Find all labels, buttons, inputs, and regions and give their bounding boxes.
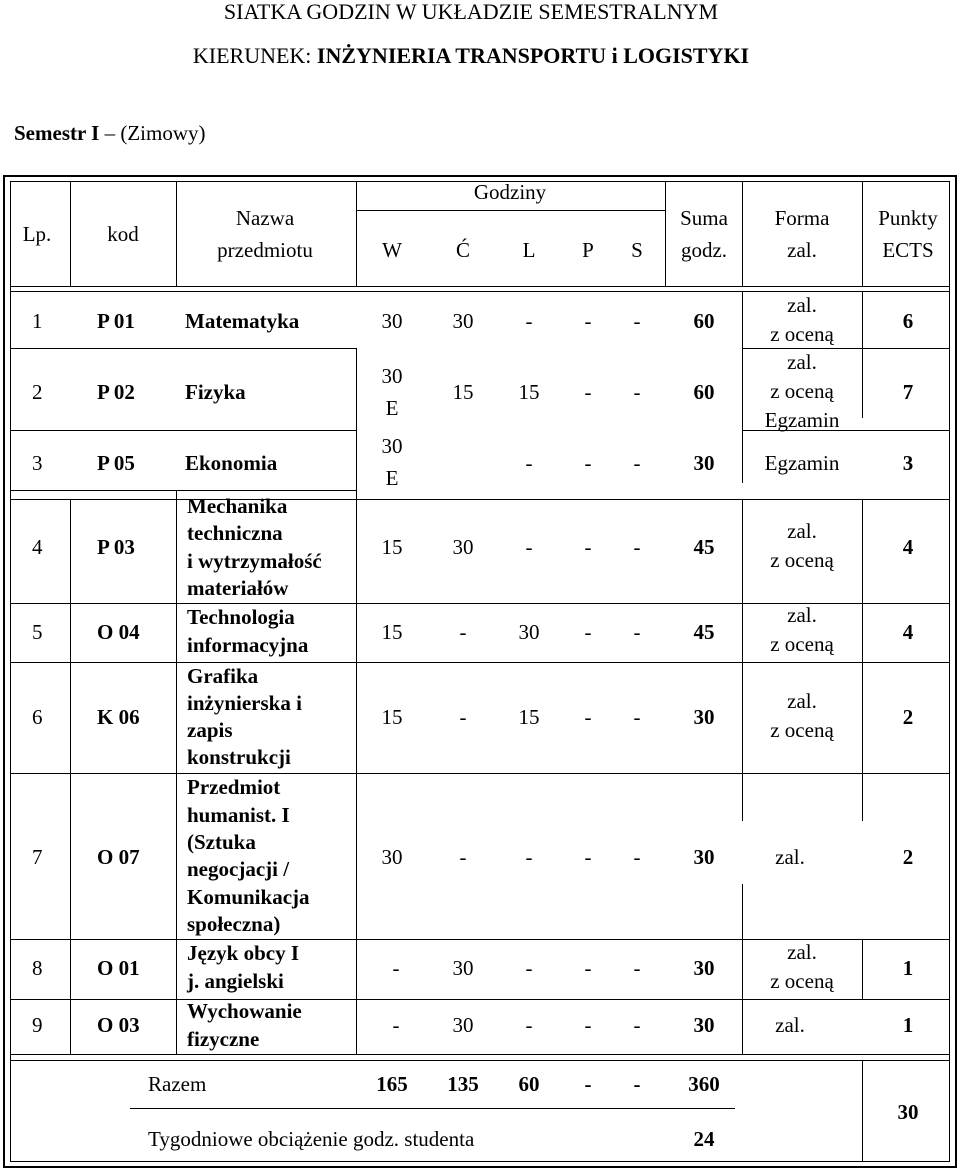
- row-w-1: 30: [381, 364, 403, 388]
- row-lp: 8: [32, 956, 43, 980]
- row-forma: zal.: [775, 845, 805, 869]
- row-lp: 1: [32, 309, 43, 333]
- frame-left: [10, 181, 11, 1162]
- row-name-4: materiałów: [187, 576, 289, 600]
- row-p: -: [584, 309, 592, 333]
- row-w-1: 30: [381, 434, 403, 458]
- col-kod-header: kod: [107, 222, 139, 246]
- row-w: 30: [381, 309, 403, 333]
- row-ects: 1: [902, 956, 914, 980]
- row-name-2: inżynierska i: [187, 691, 302, 715]
- row-forma-1: zal.: [787, 940, 817, 964]
- row-suma: 30: [693, 705, 715, 729]
- row-w: -: [392, 956, 400, 980]
- razem-p: -: [584, 1072, 592, 1096]
- row-l: 15: [518, 705, 540, 729]
- row-sep-6: [10, 773, 950, 774]
- row-c: 30: [452, 1013, 474, 1037]
- row-forma: zal.: [775, 1013, 805, 1037]
- row-s: -: [633, 309, 641, 333]
- body-top: [10, 291, 950, 292]
- row-sep-5: [10, 662, 950, 663]
- col-forma-header-2: zal.: [787, 238, 817, 262]
- row-kod: O 03: [97, 1013, 140, 1037]
- col-ects-header-1: Punkty: [878, 206, 938, 230]
- row-s: -: [633, 380, 641, 404]
- row-forma-2: z oceną: [770, 379, 834, 403]
- row-forma-1: zal.: [787, 689, 817, 713]
- row-l: -: [525, 1013, 533, 1037]
- row-suma: 30: [693, 1013, 715, 1037]
- row-p: -: [584, 1013, 592, 1037]
- row-s: -: [633, 1013, 641, 1037]
- row-sep-1b: [742, 348, 949, 349]
- row-s: -: [633, 535, 641, 559]
- hdr-sep-3: [356, 181, 357, 286]
- semester-season: – (Zimowy): [99, 121, 206, 145]
- row-forma-2: z oceną: [770, 548, 834, 572]
- row-name-1: Mechanika: [187, 494, 288, 518]
- body-sep-name: [356, 490, 357, 1054]
- col-s-header: S: [631, 238, 643, 262]
- hdr-sep-1: [70, 181, 71, 286]
- table-border-top: [3, 175, 957, 177]
- hdr-sep-5: [742, 181, 743, 286]
- row-p: -: [584, 705, 592, 729]
- row-kod: K 06: [97, 705, 140, 729]
- row-kod: P 05: [97, 451, 135, 475]
- hdr-godziny-line: [356, 210, 666, 211]
- row-forma: Egzamin: [764, 451, 840, 475]
- row-ects: 4: [902, 620, 914, 644]
- total-ects: 30: [897, 1100, 919, 1124]
- row-name-6: społeczna): [187, 912, 281, 936]
- frame-right: [949, 181, 950, 1162]
- row-p: -: [633, 451, 641, 475]
- row-c: 30: [452, 535, 474, 559]
- row-suma: 30: [693, 845, 715, 869]
- row-kod: O 04: [97, 620, 140, 644]
- row-s: -: [633, 620, 641, 644]
- razem-label: Razem: [148, 1072, 207, 1096]
- row-p: -: [584, 620, 592, 644]
- row-name: Ekonomia: [185, 451, 278, 475]
- row-c: 30: [452, 956, 474, 980]
- row-suma: 45: [693, 620, 715, 644]
- program-name: INŻYNIERIA TRANSPORTU i LOGISTYKI: [316, 43, 750, 68]
- razem-w: 165: [376, 1072, 408, 1096]
- row-c: -: [525, 451, 533, 475]
- col-forma-header-1: Forma: [774, 206, 830, 230]
- row-forma-2: z oceną: [770, 632, 834, 656]
- col-name-header-2: przedmiotu: [217, 238, 313, 262]
- semester-number: Semestr I: [14, 121, 100, 145]
- row-suma: 60: [693, 380, 715, 404]
- body-sep-forma-upper: [742, 291, 743, 483]
- row-sep-9: [10, 1054, 950, 1055]
- razem-c: 135: [447, 1072, 479, 1096]
- body-sep-lp: [70, 499, 71, 1054]
- row-w: 30: [381, 845, 403, 869]
- row-ects: 3: [902, 451, 914, 475]
- col-name-header-1: Nazwa: [235, 206, 295, 230]
- row-lp: 4: [32, 535, 43, 559]
- row-name-3: zapis: [187, 718, 233, 742]
- row-kod: P 03: [97, 535, 135, 559]
- row-l: -: [584, 451, 592, 475]
- row-name-5: Komunikacja: [187, 885, 310, 909]
- row-l: -: [525, 535, 533, 559]
- row-forma-1: zal.: [787, 293, 817, 317]
- row-name-1: Język obcy I: [187, 941, 299, 965]
- razem-suma: 360: [688, 1072, 720, 1096]
- weekly-load-label: Tygodniowe obciążenie godz. studenta: [148, 1127, 475, 1151]
- row-lp: 7: [32, 845, 43, 869]
- row-kod: O 07: [97, 845, 140, 869]
- row-ects: 2: [902, 705, 914, 729]
- row-w: 15: [381, 535, 403, 559]
- row-ects: 1: [902, 1013, 914, 1037]
- row-suma: 30: [693, 956, 715, 980]
- row-w: 15: [381, 620, 403, 644]
- hdr-sep-4: [665, 181, 666, 286]
- body-sep-name-upper: [356, 348, 357, 490]
- col-suma-header-2: godz.: [680, 238, 728, 262]
- row-name-2: j. angielski: [187, 969, 284, 993]
- page-title: SIATKA GODZIN W UKŁADZIE SEMESTRALNYM: [223, 0, 719, 24]
- row-name-1: Przedmiot: [187, 775, 281, 799]
- row-ects: 6: [902, 309, 914, 333]
- row-forma-2: z oceną: [770, 322, 834, 346]
- row-w-2: E: [385, 396, 399, 420]
- summary-top: [10, 1060, 950, 1061]
- row-forma-3: Egzamin: [764, 408, 840, 432]
- row-l: 15: [518, 380, 540, 404]
- row-w-2: E: [385, 466, 399, 490]
- row-p: -: [584, 845, 592, 869]
- row-s: -: [633, 956, 641, 980]
- row-ects: 7: [902, 380, 914, 404]
- row-name-2: informacyjna: [187, 633, 309, 657]
- program-prefix: KIERUNEK:: [192, 43, 317, 68]
- row-p: -: [584, 535, 592, 559]
- row-ects: 4: [902, 535, 914, 559]
- col-w-header: W: [382, 238, 402, 262]
- frame-bottom: [10, 1161, 950, 1162]
- row-lp: 3: [32, 451, 43, 475]
- col-l-header: L: [522, 238, 536, 262]
- row-suma: 60: [693, 309, 715, 333]
- row-kod: P 02: [97, 380, 135, 404]
- summary-sep: [862, 1060, 863, 1161]
- row-name-2: fizyczne: [187, 1027, 260, 1051]
- body-sep-forma-lower: [742, 884, 743, 1054]
- row-sep-3b: [10, 499, 950, 500]
- row-c: 30: [452, 309, 474, 333]
- row-lp: 5: [32, 620, 43, 644]
- row-sep-3: [10, 490, 356, 491]
- row-name-1: Grafika: [187, 664, 259, 688]
- col-ects-header-2: ECTS: [882, 238, 934, 262]
- body-sep-ects-upper: [862, 291, 863, 418]
- row-s: -: [633, 705, 641, 729]
- row-l: -: [525, 309, 533, 333]
- hdr-bottom: [10, 286, 950, 287]
- col-c-header: Ć: [455, 238, 471, 262]
- row-sep-1: [10, 348, 356, 349]
- row-name-3: i wytrzymałość: [187, 549, 322, 573]
- row-suma: 45: [693, 535, 715, 559]
- row-forma-1: zal.: [787, 603, 817, 627]
- row-l: -: [525, 956, 533, 980]
- row-name-2: techniczna: [187, 521, 283, 545]
- row-c: 15: [452, 380, 474, 404]
- row-w: -: [392, 1013, 400, 1037]
- row-name-2: humanist. I: [187, 803, 290, 827]
- col-lp-header: Lp.: [22, 222, 52, 246]
- row-w: 15: [381, 705, 403, 729]
- row-name: Fizyka: [185, 380, 246, 404]
- row-lp: 9: [32, 1013, 43, 1037]
- row-lp: 6: [32, 705, 43, 729]
- row-kod: O 01: [97, 956, 140, 980]
- col-godziny-header: Godziny: [473, 180, 547, 204]
- row-kod: P 01: [97, 309, 135, 333]
- row-c: -: [459, 620, 467, 644]
- table-border-right: [955, 175, 957, 1168]
- row-p: -: [584, 380, 592, 404]
- row-name: Matematyka: [185, 309, 300, 333]
- weekly-load-value: 24: [693, 1127, 715, 1151]
- row-forma-1: zal.: [787, 519, 817, 543]
- hdr-sep-2: [176, 181, 177, 286]
- hdr-sep-6: [862, 181, 863, 286]
- row-sep-8: [10, 999, 950, 1000]
- row-name-3: (Sztuka: [187, 830, 256, 854]
- row-ects: 2: [902, 845, 914, 869]
- row-name-4: konstrukcji: [187, 745, 291, 769]
- body-sep-kod: [176, 490, 177, 1054]
- razem-l: 60: [518, 1072, 540, 1096]
- summary-mid: [130, 1108, 735, 1109]
- row-l: -: [525, 845, 533, 869]
- col-p-header: P: [582, 238, 594, 262]
- table-border-left: [3, 175, 5, 1168]
- row-forma-1: zal.: [787, 350, 817, 374]
- row-name-4: negocjacji /: [187, 857, 290, 881]
- row-sep-2: [10, 430, 356, 431]
- row-c: -: [459, 845, 467, 869]
- row-name-1: Technologia: [187, 605, 295, 629]
- body-sep-ects-lower: [862, 939, 863, 999]
- row-lp: 2: [32, 380, 43, 404]
- row-name-1: Wychowanie: [187, 999, 302, 1023]
- row-suma: 30: [693, 451, 715, 475]
- row-p: -: [584, 956, 592, 980]
- row-s: -: [633, 845, 641, 869]
- col-suma-header-1: Suma: [680, 206, 728, 230]
- row-c: -: [459, 705, 467, 729]
- razem-s: -: [633, 1072, 641, 1096]
- table-border-bottom: [3, 1166, 957, 1168]
- row-forma-2: z oceną: [770, 969, 834, 993]
- row-forma-2: z oceną: [770, 718, 834, 742]
- row-l: 30: [518, 620, 540, 644]
